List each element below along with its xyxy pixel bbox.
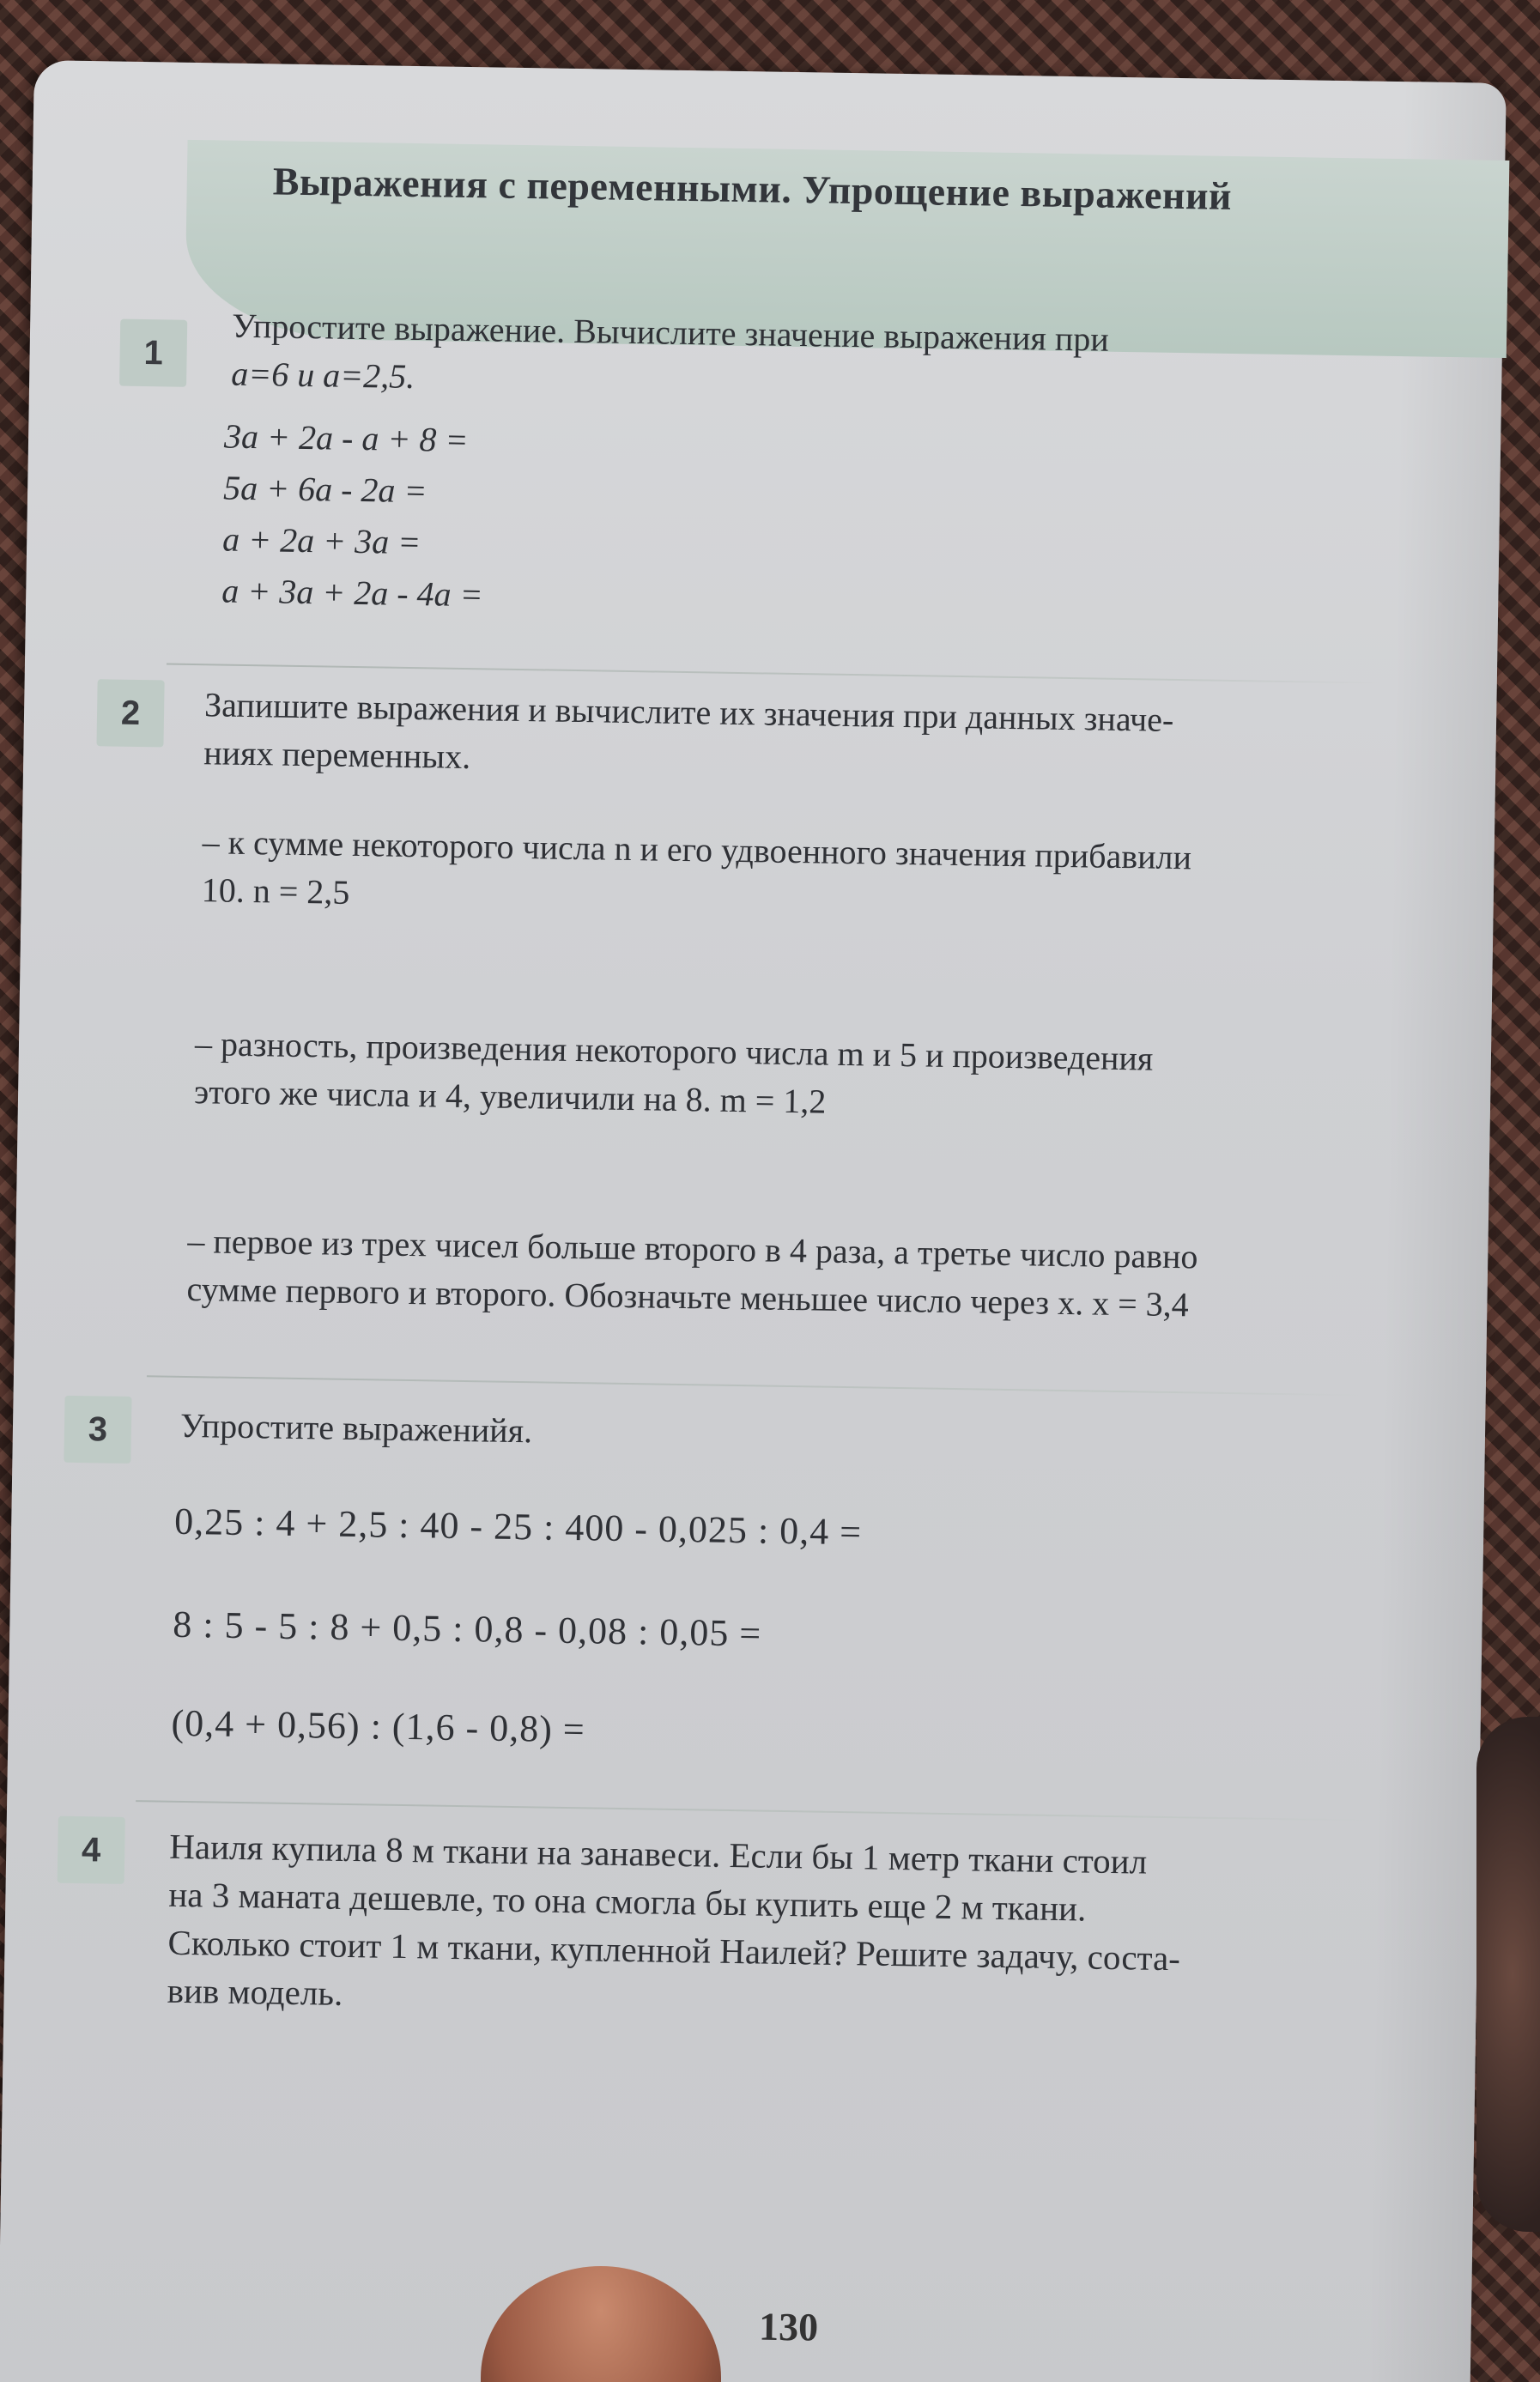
textbook-page xyxy=(0,60,1507,2382)
exercise-1-text-line1: Упростите выражение. Вычислите значение выражения при xyxy=(231,306,1110,359)
hand-shadow-right xyxy=(1476,1717,1540,2232)
exercise-number-1: 1 xyxy=(119,319,187,387)
exercise-3-expression-1: 0,25 : 4 + 2,5 : 40 - 25 : 400 - 0,025 : 0,4 = xyxy=(173,1500,863,1554)
exercise-1-expression-3: a + 2a + 3a = xyxy=(221,519,421,562)
exercise-1-expression-4: a + 3a + 2a - 4a = xyxy=(221,571,483,615)
exercise-2-item-2-line2: этого же числа и 4, увеличили на 8. m = 1,2 xyxy=(193,1072,827,1121)
exercise-4-line2: на 3 маната дешевле, то она смогла бы купить еще 2 м ткани. xyxy=(168,1874,1087,1929)
exercise-4-line4: вив модель. xyxy=(167,1970,343,2013)
exercise-2-item-3-line1: – первое из трех чисел больше второго в 4 раза, а третье число равно xyxy=(187,1221,1198,1276)
page-title: Выражения с переменными. Упрощение выражений xyxy=(272,159,1233,218)
exercise-4-line1: Наиля купила 8 м ткани на занавеси. Если бы 1 метр ткани стоил xyxy=(168,1826,1148,1882)
exercise-2-item-1-line2: 10. n = 2,5 xyxy=(201,870,350,912)
exercise-3-expression-3: (0,4 + 0,56) : (1,6 - 0,8) = xyxy=(171,1701,586,1751)
exercise-number-2: 2 xyxy=(96,679,164,747)
exercise-1-expression-2: 5a + 6a - 2a = xyxy=(222,468,427,511)
exercise-2-item-2-line1: – разность, произведения некоторого числа m и 5 и произведения xyxy=(194,1024,1154,1078)
exercise-3-rule xyxy=(147,1375,1366,1396)
exercise-3-text: Упростите выраженийя. xyxy=(179,1405,533,1451)
exercise-3-expression-2: 8 : 5 - 5 : 8 + 0,5 : 0,8 - 0,08 : 0,05 = xyxy=(173,1603,762,1655)
exercise-2-item-3-line2: сумме первого и второго. Обозначьте меньшее число через x. x = 3,4 xyxy=(186,1269,1190,1324)
exercise-2-text-line2: ниях переменных. xyxy=(203,733,471,777)
exercise-number-4: 4 xyxy=(58,1816,125,1884)
exercise-number-3: 3 xyxy=(64,1396,131,1464)
exercise-2-text-line1: Запишите выражения и вычислите их значения при данных значе- xyxy=(203,685,1174,739)
exercise-2-item-1-line1: – к сумме некоторого числа n и его удвоенного значения прибавили xyxy=(202,822,1192,877)
exercise-1-text-line2: a=6 и a=2,5. xyxy=(230,354,415,397)
page-number: 130 xyxy=(758,2304,819,2349)
exercise-4-line3: Сколько стоит 1 м ткани, купленной Наилей? Решите задачу, соста- xyxy=(167,1922,1181,1979)
exercise-4-rule xyxy=(136,1800,1372,1821)
exercise-2-rule xyxy=(167,664,1385,684)
exercise-1-expression-1: 3a + 2a - a + 8 = xyxy=(223,416,469,459)
